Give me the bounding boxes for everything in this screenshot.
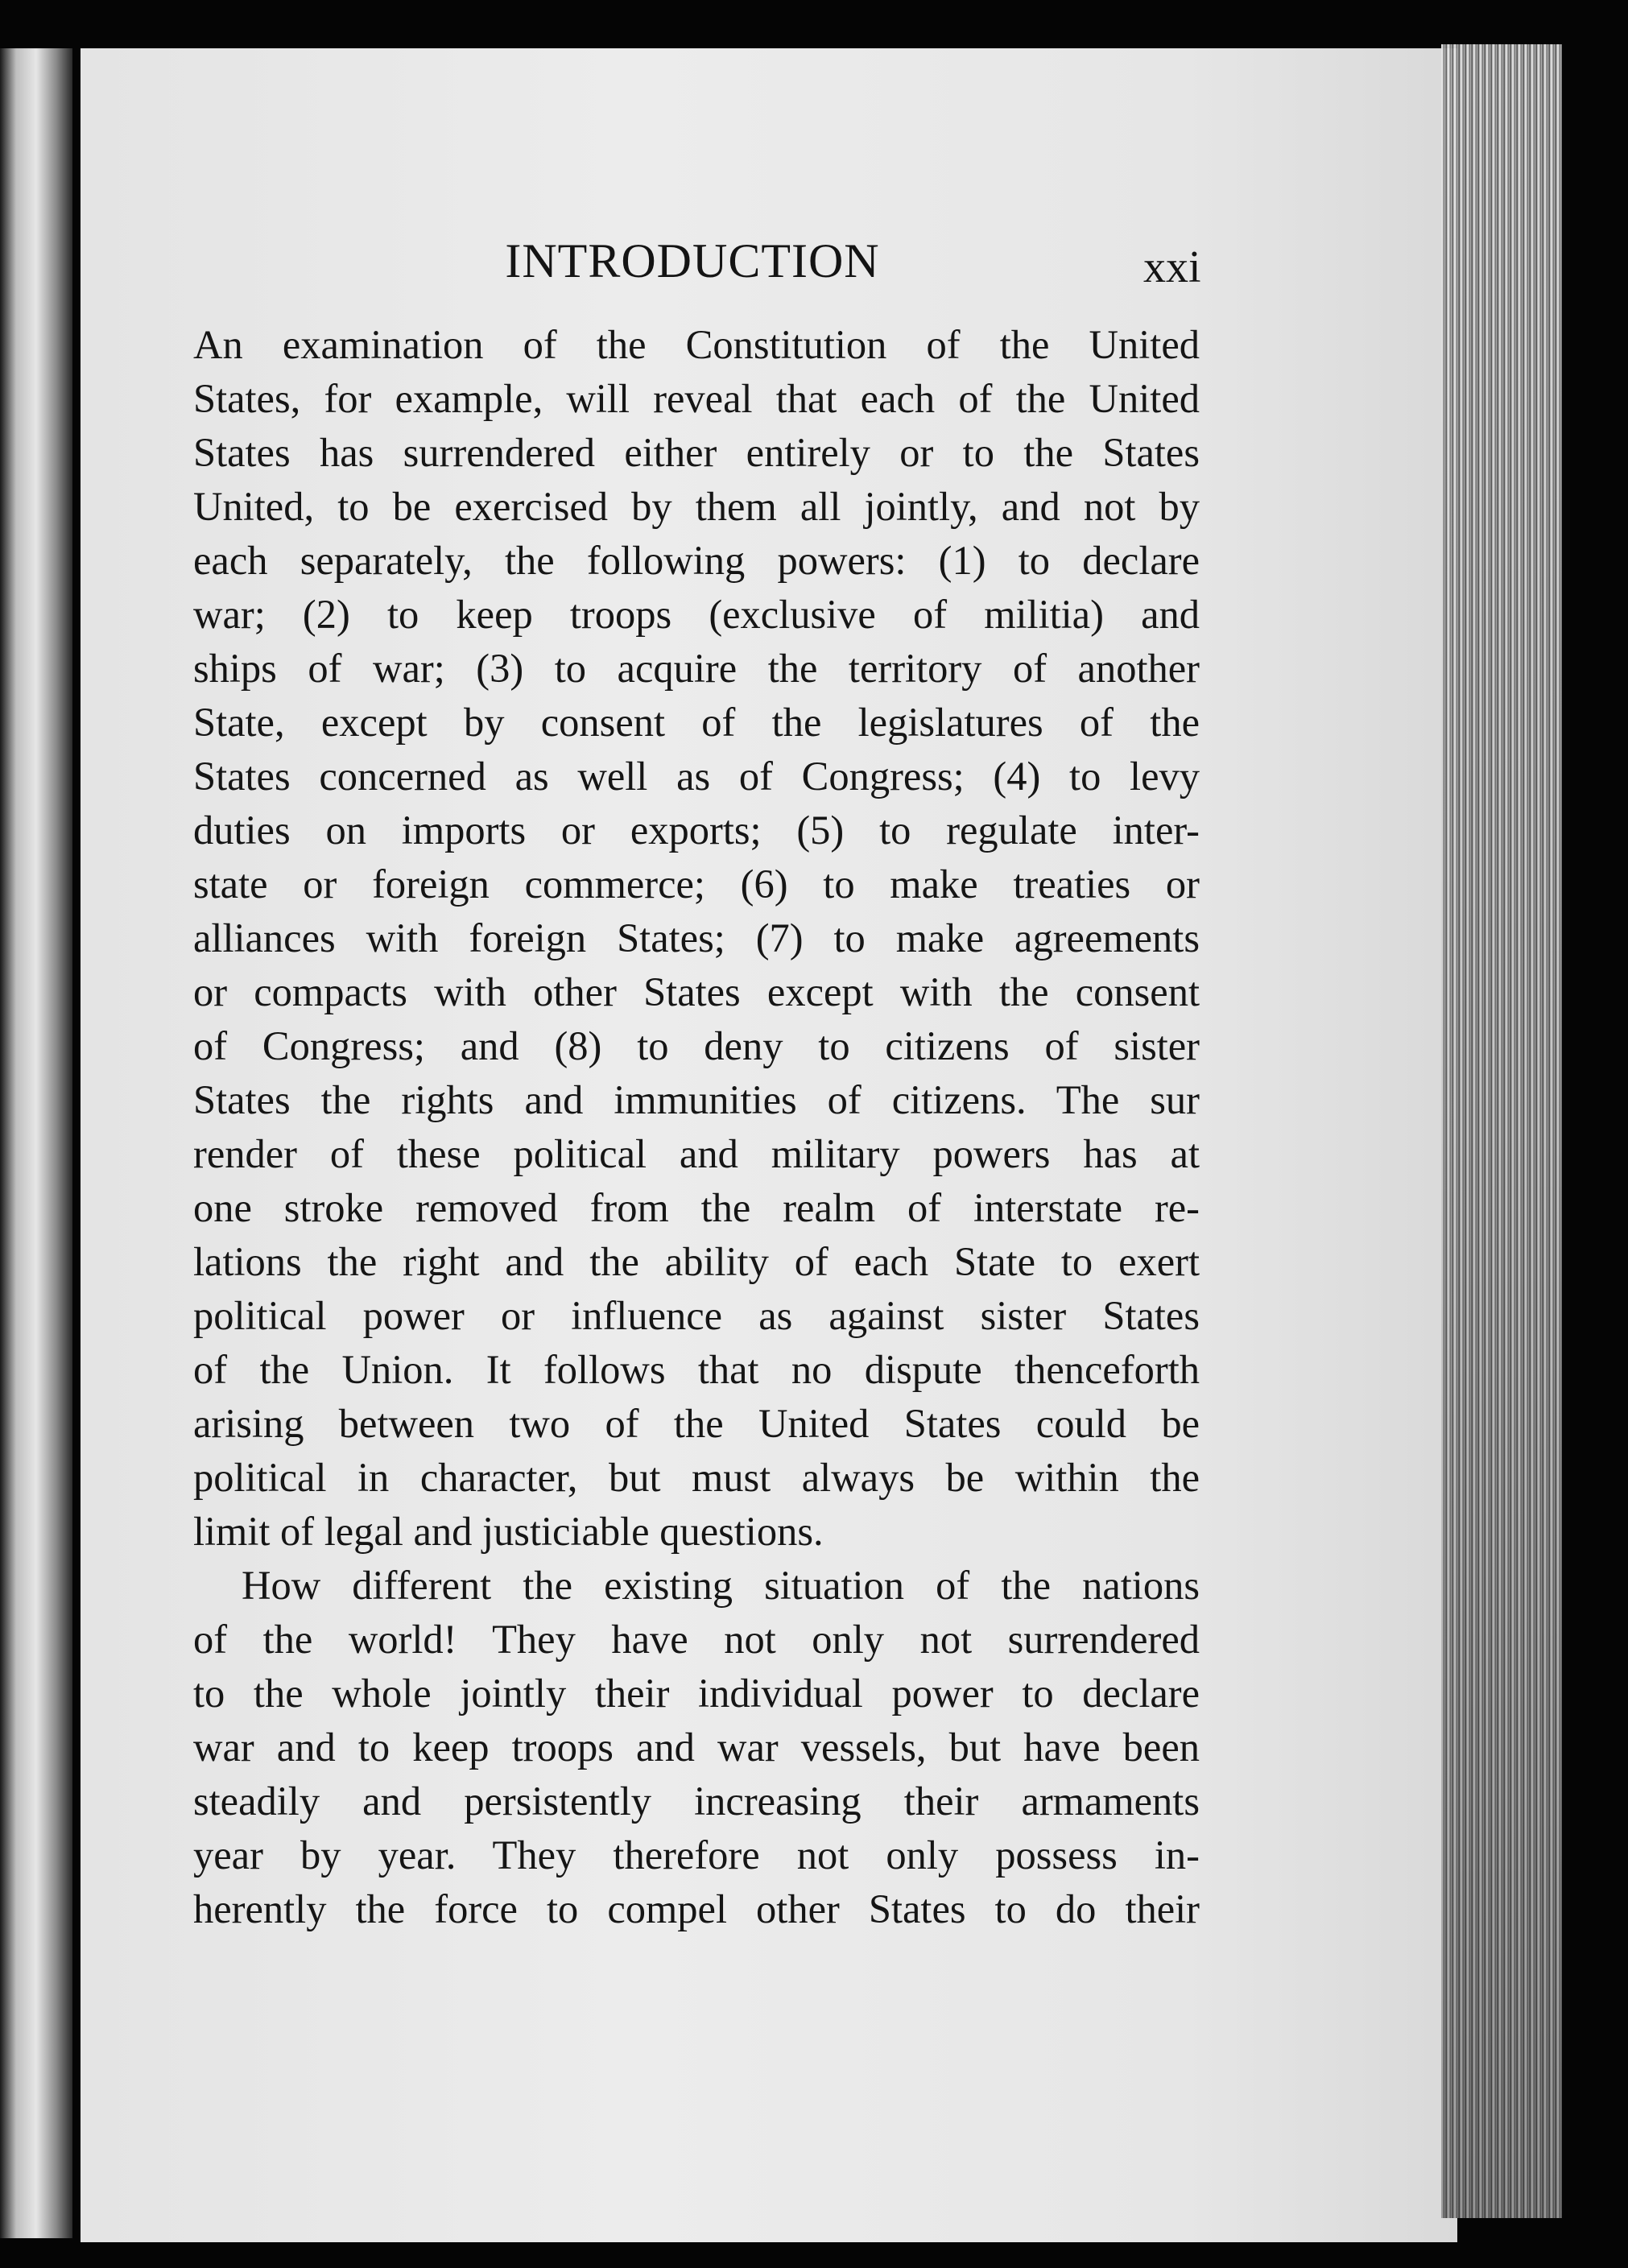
text-line: States has surrendered either entirely or to the States	[193, 430, 1200, 475]
facing-page-edge	[0, 48, 72, 2238]
text-line: herently the force to compel other States to do their	[193, 1886, 1200, 1931]
text-line: political power or influence as against sister States	[193, 1293, 1200, 1338]
page-stack-shadow	[1441, 44, 1562, 2218]
text-line: of the Union. It follows that no dispute thenceforth	[193, 1347, 1200, 1392]
text-line: An examination of the Constitution of the United	[193, 322, 1200, 367]
text-line: render of these political and military powers has at	[193, 1131, 1200, 1176]
running-title: INTRODUCTION	[505, 234, 880, 287]
page-number: xxi	[1143, 242, 1201, 292]
text-line: alliances with foreign States; (7) to make agreements	[193, 915, 1200, 960]
text-line: arising between two of the United States could be	[193, 1401, 1200, 1446]
text-line: to the whole jointly their individual power to declare	[193, 1671, 1200, 1716]
running-head	[193, 233, 1192, 298]
text-line: duties on imports or exports; (5) to regulate inter-	[193, 808, 1200, 853]
paragraph-end-line: limit of legal and justiciable questions.	[193, 1509, 824, 1554]
text-line: States concerned as well as of Congress; (4) to levy	[193, 754, 1200, 799]
text-line: year by year. They therefore not only possess in-	[193, 1832, 1200, 1878]
text-line: or compacts with other States except with the consent	[193, 969, 1200, 1014]
text-line: one stroke removed from the realm of interstate re-	[193, 1185, 1200, 1230]
text-line: each separately, the following powers: (1) to declare	[193, 538, 1200, 583]
text-line: lations the right and the ability of each State to exert	[193, 1239, 1200, 1284]
text-line: steadily and persistently increasing their armaments	[193, 1778, 1200, 1824]
text-line: States the rights and immunities of citizens. The sur	[193, 1077, 1200, 1122]
text-line: of Congress; and (8) to deny to citizens of sister	[193, 1023, 1200, 1068]
text-line: war; (2) to keep troops (exclusive of militia) and	[193, 592, 1200, 637]
text-line: political in character, but must always be within the	[193, 1455, 1200, 1500]
text-line: United, to be exercised by them all jointly, and not by	[193, 484, 1200, 529]
text-line: of the world! They have not only not surrendered	[193, 1617, 1200, 1662]
text-line: States, for example, will reveal that each of the United	[193, 376, 1200, 421]
text-line: state or foreign commerce; (6) to make treaties or	[193, 861, 1200, 907]
paragraph-start-line: How different the existing situation of the nations	[242, 1563, 1200, 1608]
text-line: war and to keep troops and war vessels, but have been	[193, 1725, 1200, 1770]
text-line: State, except by consent of the legislatures of the	[193, 700, 1200, 745]
body-text	[193, 318, 1200, 1936]
text-line: ships of war; (3) to acquire the territory of another	[193, 646, 1200, 691]
